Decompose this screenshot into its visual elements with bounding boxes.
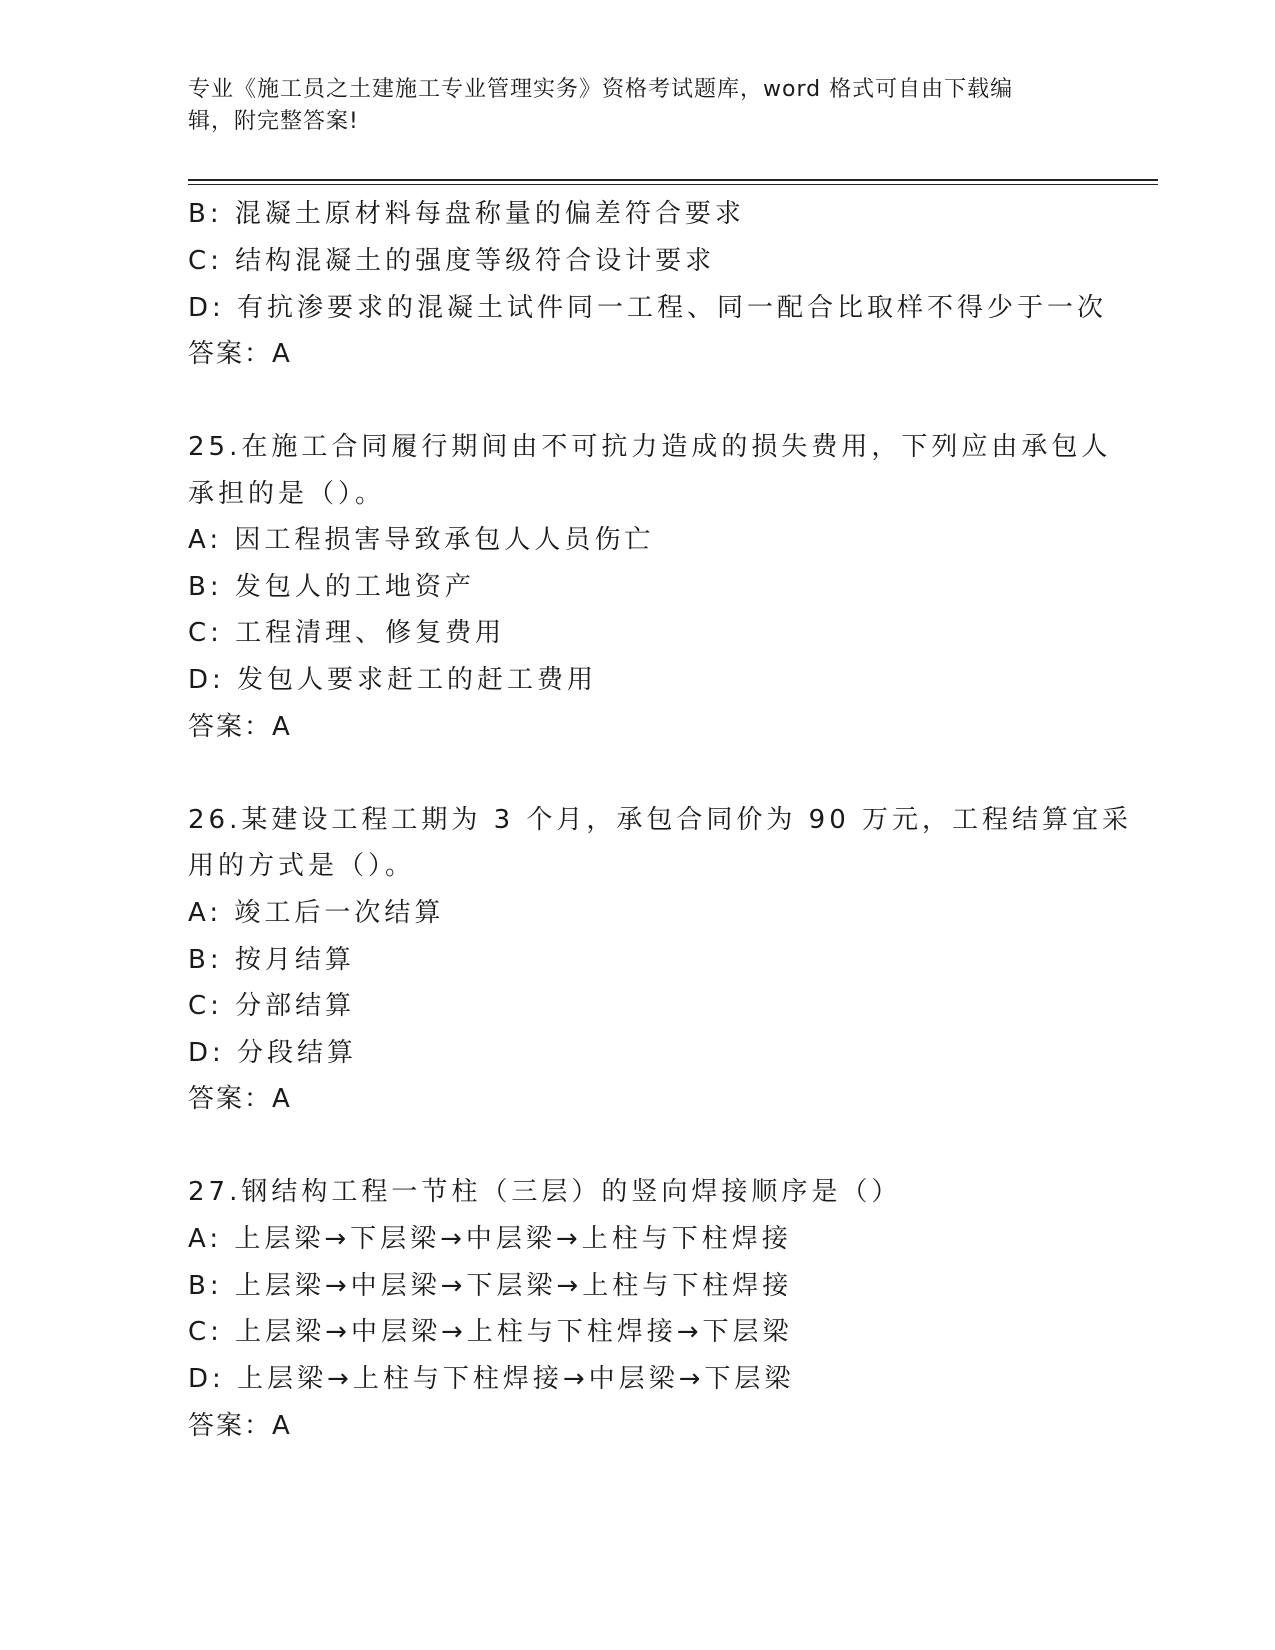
option-d: D: 上层梁→上柱与下柱焊接→中层梁→下层梁 [188,1364,795,1394]
option-a: A: 竣工后一次结算 [188,898,445,928]
page-header [188,74,1088,138]
option-b: B: 按月结算 [188,945,355,975]
option-d: D: 分段结算 [188,1038,358,1068]
option-c: C: 上层梁→中层梁→上柱与下柱焊接→下层梁 [188,1317,793,1347]
option-b: B: 混凝土原材料每盘称量的偏差符合要求 [188,199,745,229]
question-stem: 25.在施工合同履行期间由不可抗力造成的损失费用，下列应由承包人 [188,432,1112,462]
option-c: C: 分部结算 [188,991,356,1021]
option-d: D: 有抗渗要求的混凝土试件同一工程、同一配合比取样不得少于一次 [188,293,1108,323]
option-b: B: 发包人的工地资产 [188,572,475,602]
answer: 答案：A [188,712,292,742]
option-a: A: 上层梁→下层梁→中层梁→上柱与下柱焊接 [188,1224,792,1254]
question-stem: 26.某建设工程工期为 3 个月，承包合同价为 90 万元，工程结算宜采 [188,805,1133,835]
option-a: A: 因工程损害导致承包人人员伤亡 [188,525,655,555]
option-c: C: 工程清理、修复费用 [188,618,506,648]
answer: 答案：A [188,1084,292,1114]
header-rule-thin [188,184,1158,185]
answer: 答案：A [188,1411,292,1441]
question-stem: 用的方式是（）。 [188,851,416,881]
option-d: D: 发包人要求赶工的赶工费用 [188,665,598,695]
header-line-2: 辑，附完整答案! [188,109,359,134]
answer: 答案：A [188,339,292,369]
option-c: C: 结构混凝土的强度等级符合设计要求 [188,246,716,276]
header-line-1: 专业《施工员之土建施工专业管理实务》资格考试题库，word 格式可自由下载编 [188,77,1014,102]
question-stem: 27.钢结构工程一节柱（三层）的竖向焊接顺序是（） [188,1177,902,1207]
option-b: B: 上层梁→中层梁→下层梁→上柱与下柱焊接 [188,1271,793,1301]
header-rule-thick [188,179,1158,181]
question-stem: 承担的是（）。 [188,479,386,509]
